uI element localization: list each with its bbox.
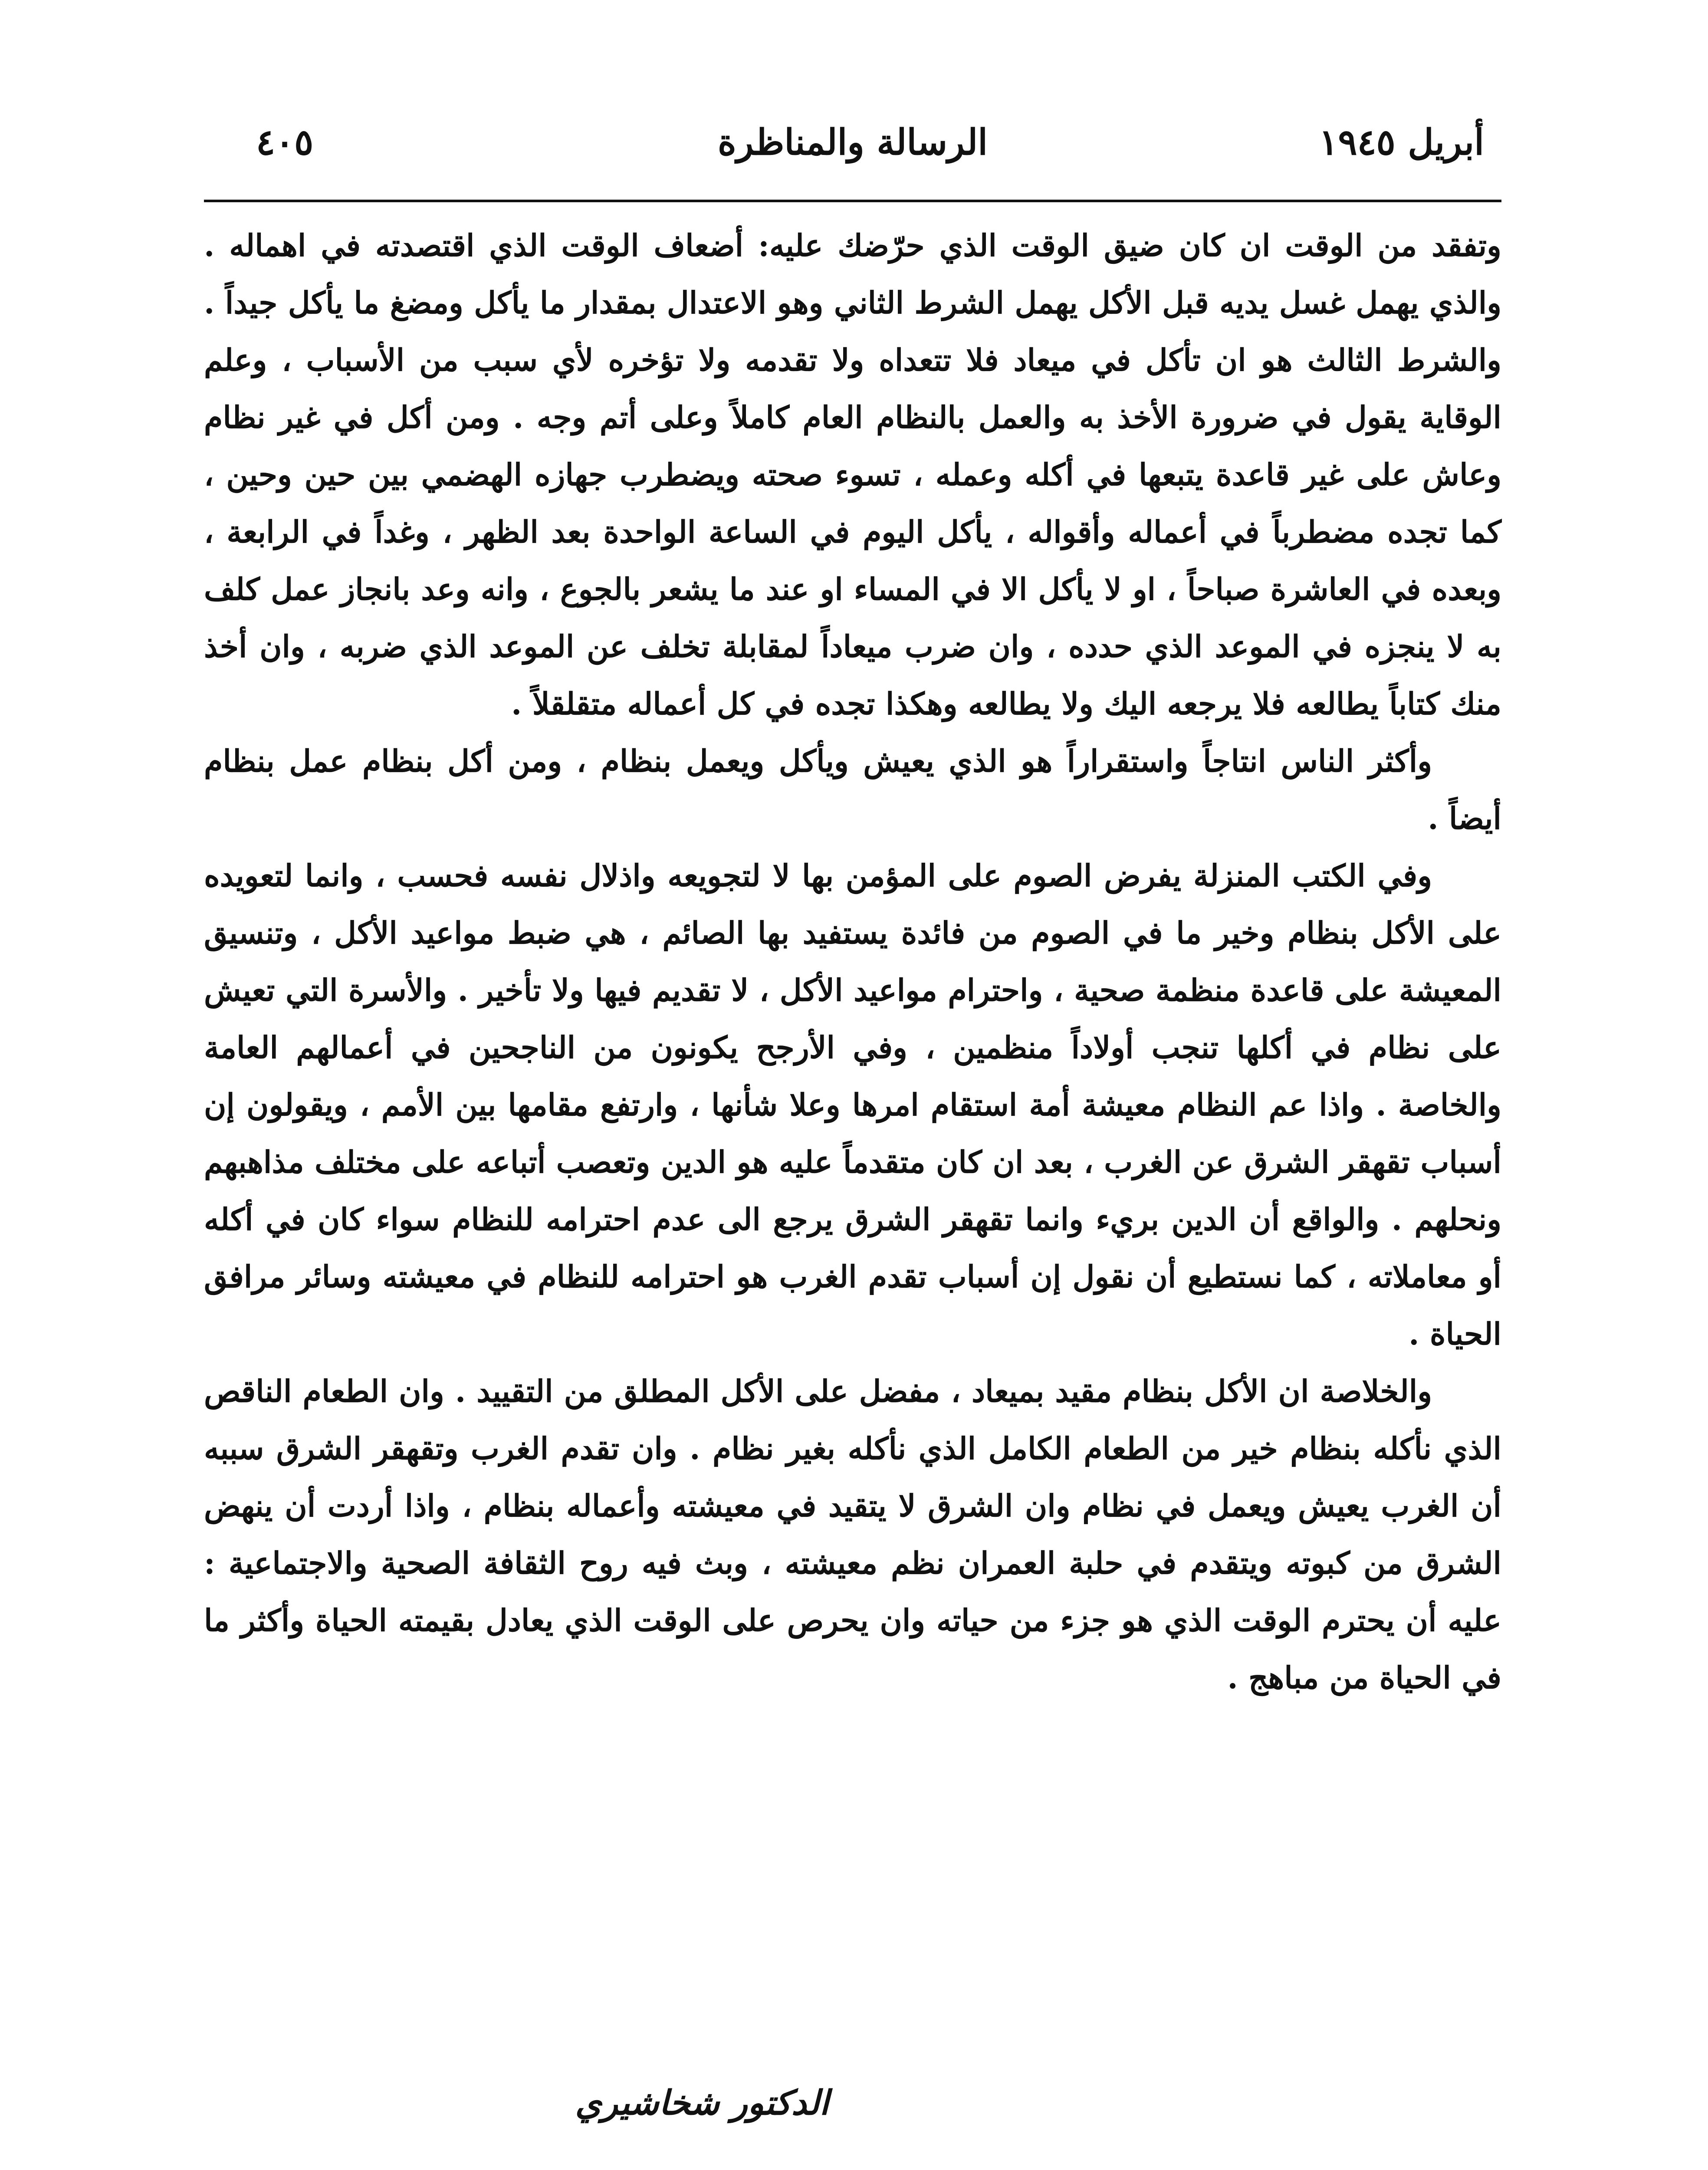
paragraph-1: وتفقد من الوقت ان كان ضيق الوقت الذي حرّضك عليه: أضعاف الوقت الذي اقتصدته في اهماله . والذي يهمل غسل يديه قبل الأكل يهمل الشرط الثاني وهو الاعتدال بمقدار ما يأكل ومضغ ما يأكل جيداً . والشرط الثالث هو ان تأكل في ميعاد فلا تتعداه ولا تقدمه ولا تؤخره لأي سبب من الأسباب ، وعلم الوقاية يقول في ضرورة الأخذ به والعمل بالنظام العام كاملاً وعلى أتم وجه . ومن أكل في غير نظام وعاش على غير قاعدة يتبعها في أكله وعمله ، تسوء صحته ويضطرب جهازه الهضمي بين حين وحين ، كما تجده مضطرباً في أعماله وأقواله ، يأكل اليوم في الساعة الواحدة بعد الظهر ، وغداً في الرابعة ، وبعده في العاشرة صباحاً ، او لا يأكل الا في المساء او عند ما يشعر بالجوع ، وانه وعد بانجاز عمل كلف به لا ينجزه في الموعد الذي حدده ، وان ضرب ميعاداً لمقابلة تخلف عن الموعد الذي ضربه ، وان أخذ منك كتاباً يطالعه فلا يرجعه اليك ولا يطالعه وهكذا تجده في كل أعماله متقلقلاً . [204, 227, 1501, 722]
header-date: أبريل ١٩٤٥ [1319, 122, 1484, 163]
header-title: الرسالة والمناظرة [717, 122, 988, 163]
journal-page [204, 104, 1501, 2170]
header-page-number: ٤٠٥ [256, 122, 314, 163]
paragraph-2: وأكثر الناس انتاجاً واستقراراً هو الذي يعيش ويأكل ويعمل بنظام ، ومن أكل بنظام عمل بنظام أيضاً . [204, 743, 1501, 836]
header-rule [204, 200, 1501, 202]
paragraph-3: وفي الكتب المنزلة يفرض الصوم على المؤمن بها لا لتجويعه واذلال نفسه فحسب ، وانما لتعويده على الأكل بنظام وخير ما في الصوم من فائدة يستفيد بها الصائم ، هي ضبط مواعيد الأكل ، وتنسيق المعيشة على قاعدة منظمة صحية ، واحترام مواعيد الأكل ، لا تقديم فيها ولا تأخير . والأسرة التي تعيش على نظام في أكلها تنجب أولاداً منظمين ، وفي الأرجح يكونون من الناجحين في أعمالهم العامة والخاصة . واذا عم النظام معيشة أمة استقام امرها وعلا شأنها ، وارتفع مقامها بين الأمم ، ويقولون إن أسباب تقهقر الشرق عن الغرب ، بعد ان كان متقدماً عليه هو الدين وتعصب أتباعه على مختلف مذاهبهم ونحلهم . والواقع أن الدين بريء وانما تقهقر الشرق يرجع الى عدم احترامه للنظام سواء كان في أكله أو معاملاته ، كما نستطيع أن نقول إن أسباب تقدم الغرب هو احترامه للنظام في معيشته وسائر مرافق الحياة . [204, 858, 1501, 1352]
author-signature: الدكتور شخاشيري [575, 2083, 829, 2123]
article-body [204, 217, 1501, 1706]
running-header [204, 122, 1501, 174]
paragraph-4: والخلاصة ان الأكل بنظام مقيد بميعاد ، مفضل على الأكل المطلق من التقييد . وان الطعام الناقص الذي نأكله بنظام خير من الطعام الكامل الذي نأكله بغير نظام . وان تقدم الغرب وتقهقر الشرق سببه أن الغرب يعيش ويعمل في نظام وان الشرق لا يتقيد في معيشته وأعماله بنظام ، واذا أردت أن ينهض الشرق من كبوته ويتقدم في حلبة العمران نظم معيشته ، وبث فيه روح الثقافة الصحية والاجتماعية : عليه أن يحترم الوقت الذي هو جزء من حياته وان يحرص على الوقت الذي يعادل بقيمته الحياة وأكثر ما في الحياة من مباهج . [204, 1373, 1501, 1696]
